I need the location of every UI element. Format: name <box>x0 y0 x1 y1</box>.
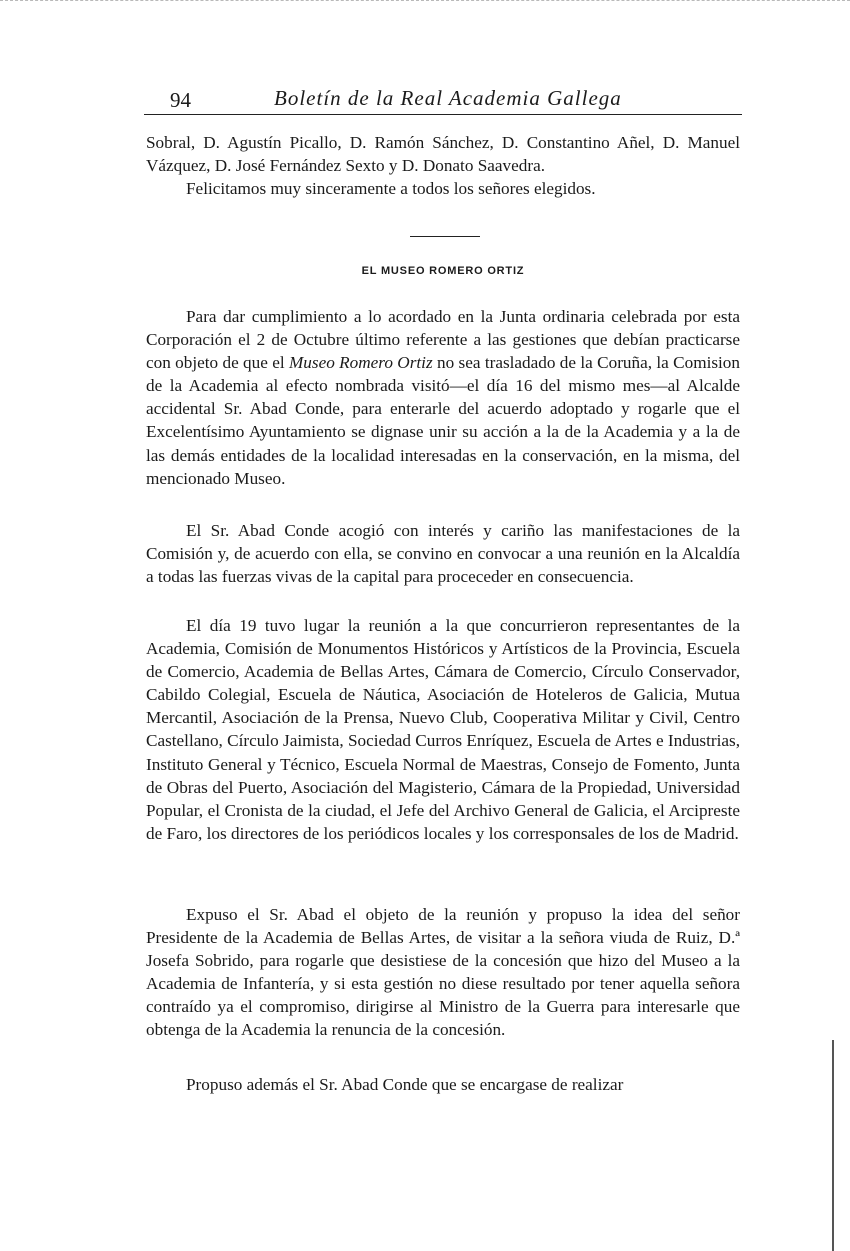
paragraph-3: El día 19 tuvo lugar la reunión a la que concurrieron representantes de la Academia, Comisión de Monumentos Históricos y Artísticos de la Provincia, Escuela de Comercio, Academia de Bellas Artes, Cámara de Comercio, Círculo Conservador, Cabildo Colegial, Escuela de Náutica, Asociación de Hoteleros de Galicia, Mutua Mercantil, Asociación de la Prensa, Nuevo Club, Cooperativa Militar y Civil, Centro Castellano, Círculo Jaimista, Sociedad Curros Enríquez, Escuela de Artes e Industrias, Instituto General y Técnico, Escuela Normal de Maestras, Consejo de Fomento, Junta de Obras del Puerto, Asociación del Magisterio, Cámara de la Propiedad, Universidad Popular, el Cronista de la ciudad, el Jefe del Archivo General de Galicia, el Arcipreste de Faro, los directores de los periódicos locales y los corresponsales de los de Madrid. <box>146 616 740 843</box>
museum-name-italic: Museo Romero Ortiz <box>288 353 433 373</box>
carryover-text: Sobral, D. Agustín Picallo, D. Ramón Sánchez, D. Constantino Añel, D. Manuel Vázquez, D. José Fernández Sexto y D. Donato Saavedra. <box>146 133 740 176</box>
section-title: EL MUSEO ROMERO ORTIZ <box>361 265 525 277</box>
paragraph-2: El Sr. Abad Conde acogió con interés y cariño las manifestaciones de la Comisión y, de acuerdo con ella, se convino en convocar a una reunión en la Alcaldía a todas las fuerzas vivas de la capital para procecеder en consecuencia. <box>146 521 740 587</box>
journal-title: Boletín de la Real Academia Gallega <box>274 86 622 110</box>
paragraph-5: Propuso además el Sr. Abad Conde que se encargase de realizar <box>186 1075 624 1094</box>
carryover-closing-line: Felicitamos muy sinceramente a todos los señores elegidos. <box>186 179 596 199</box>
scan-edge-top <box>0 0 850 15</box>
paragraph-1-text-a: Para dar cumplimiento a lo acordado en la Junta ordinaria celebrada por esta Corporación el 2 de Octubre último referente a las gestiones que debían practicarse con objeto de que el <box>146 307 740 373</box>
carryover-paragraph <box>146 131 740 200</box>
paragraph-1-text-b: no sea trasladado de la Coruña, la Comision de la Academia al efecto nombrada visitó—el día 16 del mismo mes—al Alcalde accidental Sr. Abad Conde, para enterarle del acuerdo adoptado y rogarle que el Excelentísimo Ayuntamiento se dignase unir su acción a la de la Academia y a la de las demás entidades de la localidad interesadas en la conservación, en la misma, del mencionado Museo. <box>146 353 740 488</box>
scan-edge-right <box>832 1040 834 1251</box>
section-divider <box>410 236 480 237</box>
paragraph-1 <box>146 305 740 490</box>
running-header <box>144 84 742 115</box>
page-number: 94 <box>170 88 191 112</box>
paragraph-4: Expuso el Sr. Abad el objeto de la reunión y propuso la idea del señor Presidente de la Academia de Bellas Artes, de visitar a la señora viuda de Ruiz, D.ª Josefa Sobrido, para rogarle que desistiese de la concesión que hizo del Museo a la Academia de Infantería, y si esta gestión no diese resultado por tener aquella señora contraído ya el compromiso, dirigirse al Ministro de la Guerra para interesarle que obtenga de la Academia la renuncia de la concesión. <box>146 905 740 1040</box>
